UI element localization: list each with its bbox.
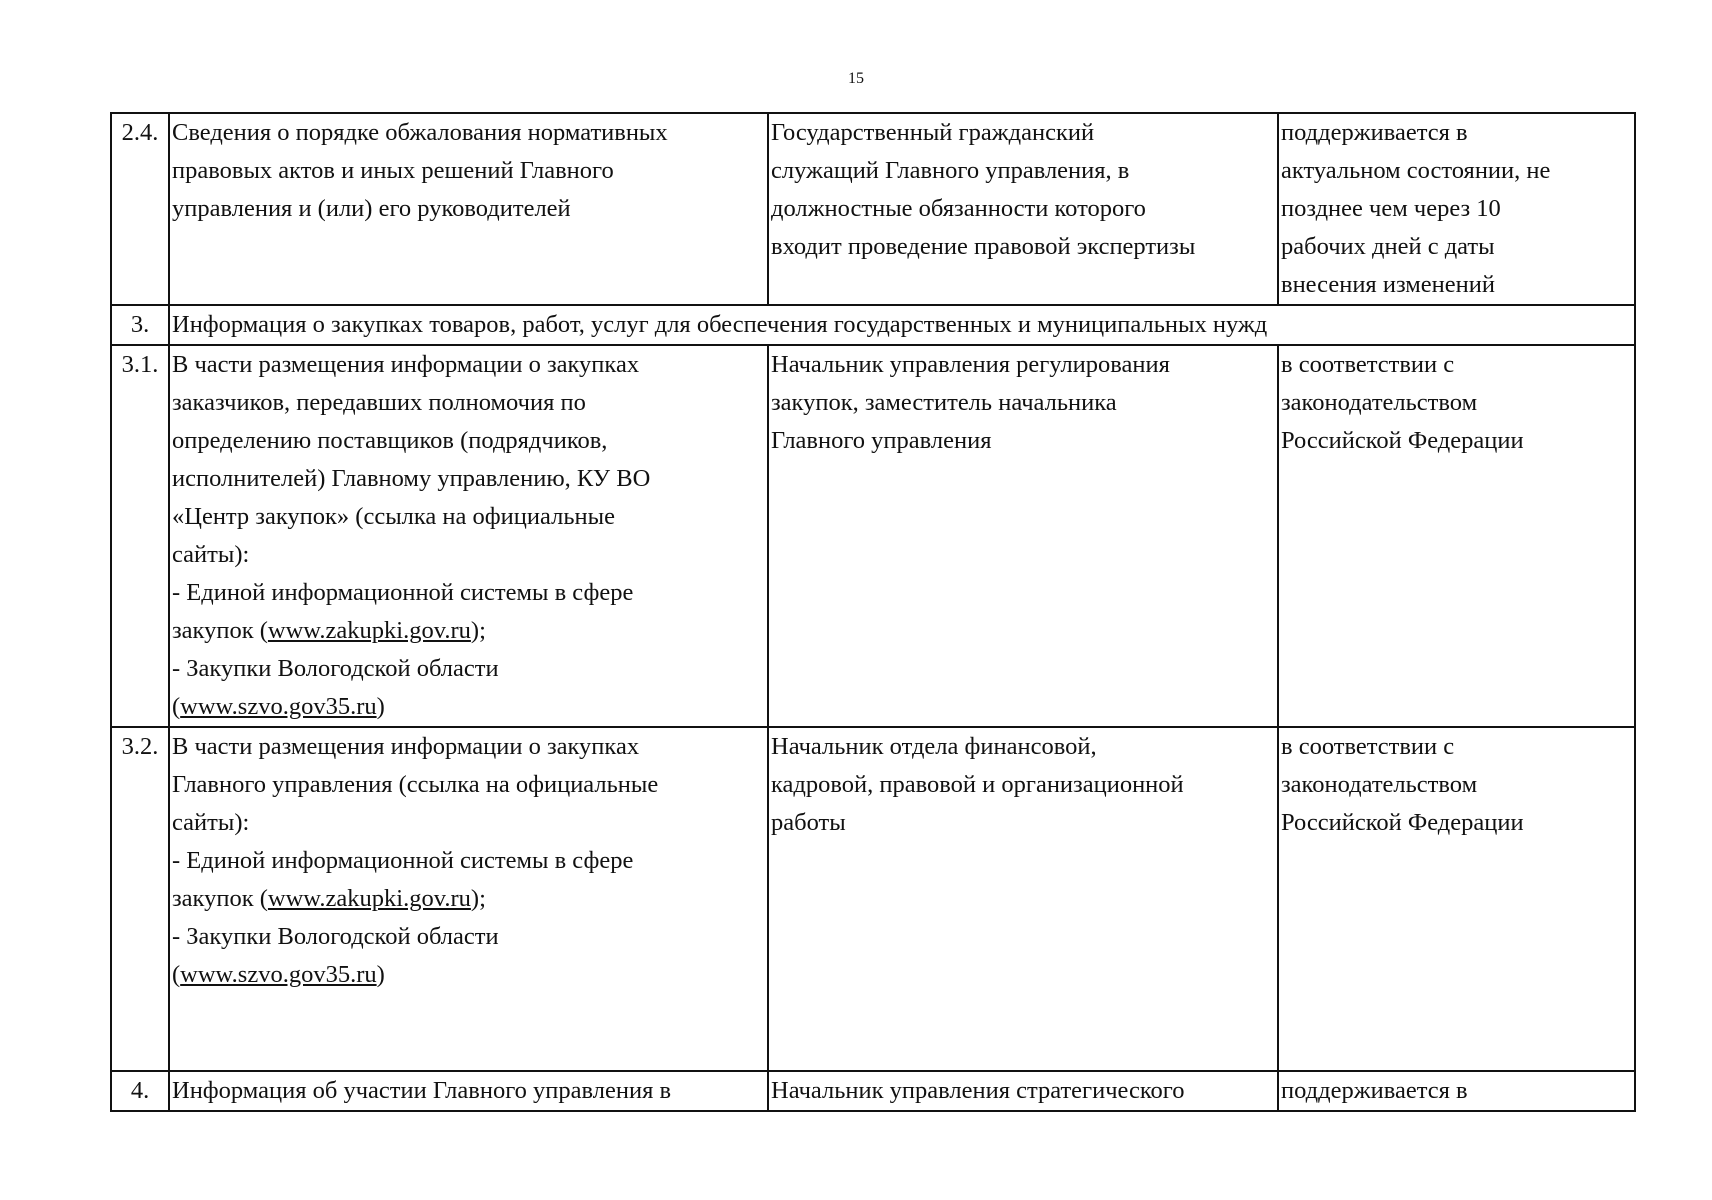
table-section-row [111,305,1635,345]
table-row [111,727,1635,1071]
table-row [111,345,1635,727]
row-term: поддерживается в [1278,1071,1635,1111]
row-number: 4. [111,1071,169,1111]
row-description: В части размещения информации о закупках Главного управления (ссылка на официальные сайты): - Единой информационной системы в сфере закупок (www.zakupki.gov.ru); - Закупки Вологодской области (www.szvo.gov35.ru) [169,727,768,1071]
row-description: В части размещения информации о закупках заказчиков, передавших полномочия по определению поставщиков (подрядчиков, исполнителей) Главному управлению, КУ ВО «Центр закупок» (ссылка на официальные сайты): - Единой информационной системы в сфере закупок (www.zakupki.gov.ru); - Закупки Вологодской области (www.szvo.gov35.ru) [169,345,768,727]
document-table [110,112,1636,1112]
row-term: в соответствии с законодательством Российской Федерации [1278,345,1635,727]
row-number: 3. [111,305,169,345]
table-row [111,1071,1635,1111]
table-row [111,113,1635,305]
row-responsible: Начальник управления стратегического [768,1071,1278,1111]
row-number: 3.1. [111,345,169,727]
zakupki-link[interactable]: www.zakupki.gov.ru [267,885,471,912]
row-responsible: Государственный гражданский служащий Главного управления, в должностные обязанности которого входит проведение правовой экспертизы [768,113,1278,305]
row-responsible: Начальник отдела финансовой, кадровой, правовой и организационной работы [768,727,1278,1071]
row-description: Информация об участии Главного управления в [169,1071,768,1111]
row-term: в соответствии с законодательством Российской Федерации [1278,727,1635,1071]
page-number: 15 [848,70,864,87]
section-heading: Информация о закупках товаров, работ, услуг для обеспечения государственных и муниципальных нужд [169,305,1635,345]
row-number: 2.4. [111,113,169,305]
row-description: Сведения о порядке обжалования нормативных правовых актов и иных решений Главного управления и (или) его руководителей [169,113,768,305]
szvo-link[interactable]: www.szvo.gov35.ru [180,693,377,720]
zakupki-link[interactable]: www.zakupki.gov.ru [267,617,471,644]
row-responsible: Начальник управления регулирования закупок, заместитель начальника Главного управления [768,345,1278,727]
row-term: поддерживается в актуальном состоянии, не позднее чем через 10 рабочих дней с даты внесения изменений [1278,113,1635,305]
szvo-link[interactable]: www.szvo.gov35.ru [180,961,377,988]
row-number: 3.2. [111,727,169,1071]
